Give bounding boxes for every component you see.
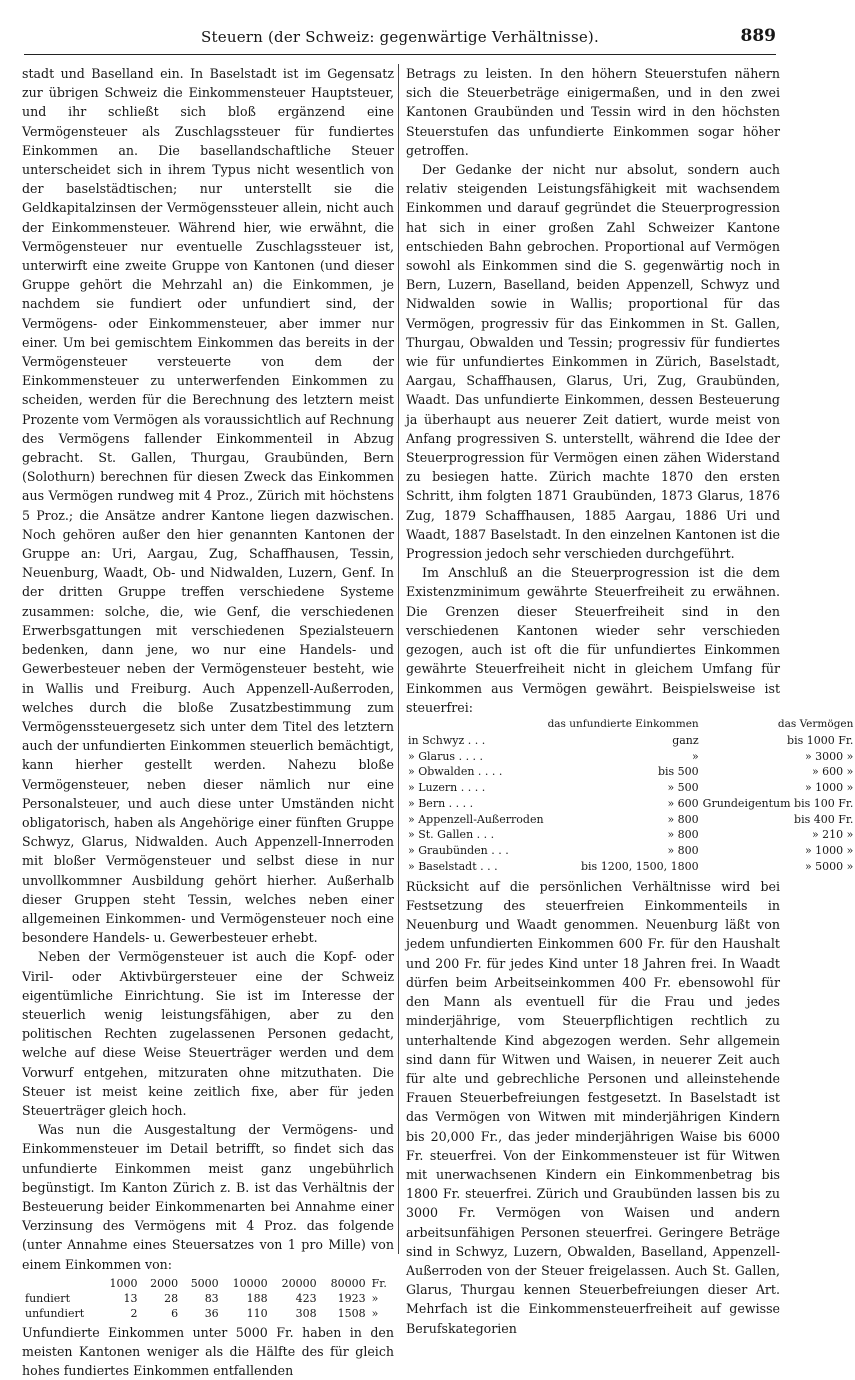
table-cell: 83: [204, 1291, 219, 1305]
table-row: [406, 812, 855, 828]
left-column: [22, 64, 394, 1379]
table-header-cell: das unfundierte Einkommen: [547, 717, 699, 730]
paragraph: Unfundierte Einkommen unter 5000 Fr. haben in den meisten Kantonen weniger als die Hälfte des für gleich hohes fundiertes Einkommen entfallenden: [22, 1324, 394, 1379]
paragraph: Neben der Vermögensteuer ist auch die Kopf- oder Viril- oder Aktivbürgersteuer eine der Schweiz eigentümliche Einrichtung. Sie ist im Interesse der steuerlich wenig leistungsfähigen, aber zu den politischen Rechten zugelassenen Personen gedacht, welche auf diese Weise Steuerträger werden und dem Vorwurf entgehen, mitzuraten ohne mitzuthaten. Die Steuer ist meist keine zeitlich fixe, aber für jeden Steuerträger gleich hoch.: [22, 949, 394, 1118]
table-cell: » Appenzell-Außerroden: [408, 812, 544, 826]
table-cell: » Obwalden . . . .: [408, 765, 503, 779]
table-cell: bis 400 Fr.: [794, 812, 854, 826]
table-cell: »: [691, 749, 699, 763]
table-cell: » Graubünden . . .: [408, 844, 509, 858]
table-header-cell: Fr.: [371, 1276, 387, 1290]
table-cell: 13: [123, 1291, 138, 1305]
table-cell: » 1000 »: [804, 781, 854, 795]
table-cell: 36: [204, 1306, 219, 1320]
paragraph: Betrags zu leisten. In den höhern Steuerstufen nähern sich die Steuerbeträge einigermaßen, und in den zwei Kantonen Graubünden und Tessin wird in den höchsten Steuerstufen das unfundierte Einkommen sogar höher getroffen.: [406, 66, 780, 158]
right-column: [406, 64, 854, 1336]
table-row: [406, 796, 855, 812]
table-cell: ganz: [672, 733, 699, 747]
table-cell: 1508: [337, 1306, 366, 1320]
table-cell: in Schwyz . . .: [408, 733, 486, 747]
table-cell: »: [371, 1291, 379, 1305]
table-header-row: [406, 717, 855, 733]
table-row: [406, 843, 855, 859]
table-cell: bis 1000 Fr.: [787, 733, 854, 747]
table-cell: » 210 »: [811, 828, 854, 842]
table-cell: 188: [246, 1291, 268, 1305]
table-header-cell: 10000: [232, 1276, 268, 1290]
table-cell: 28: [164, 1291, 179, 1305]
table-cell: » 800: [667, 812, 699, 826]
table-header-cell: 5000: [190, 1276, 219, 1290]
table-row: [406, 749, 855, 765]
table-cell: bis 500: [657, 765, 699, 779]
paragraph: Rücksicht auf die persönlichen Verhältnisse wird bei Festsetzung des steuerfreien Einkommenteils in Neuenburg und Waadt genommen. Neuenburg läßt von jedem unfundierten Einkommen 600 Fr. für den Haushalt und 200 Fr. für jedes Kind unter 18 Jahren frei. In Waadt dürfen beim Arbeitseinkommen 400 Fr. ebensowohl für den Mann als eventuell für die Frau und jedes minderjährige, vom Steuerpflichtigen rechtlich zu unterhaltende Kind abgezogen werden. Sehr allgemein sind dann für Witwen und Waisen, in neuerer Zeit auch für alte und gebrechliche Personen und alleinstehende Frauen Steuerbefreiungen festgesetzt. In Baselstadt ist das Vermögen von Witwen mit minderjährigen Kindern bis 20,000 Fr., das jeder minderjährigen Waise bis 6000 Fr. steuerfrei. Von der Einkommensteuer ist für Witwen mit unerwachsenen Kindern ein Einkommenbetrag bis 1800 Fr. steuerfrei. Zürich und Graubünden lassen bis zu 3000 Fr. Vermögen von Waisen und andern arbeitsunfähigen Personen steuerfrei. Geringere Beträge sind in Schwyz, Luzern, Obwalden, Baselland, Appenzell-Außerroden von der Steuer freigelassen. Auch St. Gallen, Glarus, Thurgau kennen Steuerbefreiungen dieser Art. Mehrfach ist die Einkommensteuerfreiheit auf gewisse Berufskategorien: [406, 878, 780, 1336]
table-header-cell: 2000: [150, 1276, 179, 1290]
page-number: 889: [740, 26, 776, 46]
table-cell: 110: [246, 1306, 268, 1320]
table-cell: » 800: [667, 844, 699, 858]
table-row: [406, 859, 855, 875]
paragraph: stadt und Baselland ein. In Baselstadt ist im Gegensatz zur übrigen Schweiz die Einkommensteuer Hauptsteuer, und ihr schließt sich bloß ergänzend eine Vermögensteuer als Zuschlagssteuer für fundiertes Einkommen an. Die basellandschaftliche Steuer unterscheidet sich in ihrem Typus nicht wesentlich von der baselstädtischen; nur unterstellt sie die Geldkapitalzinsen der Vermögenssteuer allein, nicht auch der Einkommensteuer. Während hier, wie erwähnt, die Vermögensteuer nur eventuelle Zuschlagssteuer ist, unterwirft eine zweite Gruppe von Kantonen (und dieser Gruppe gehört die Mehrzahl an) die Einkommen, je nachdem sie fundiert oder unfundiert sind, der Vermögens- oder Einkommensteuer, aber immer nur einer. Um bei gemischtem Einkommen das bereits in der Vermögensteuer versteuerte von dem der Einkommensteuer zu unterwerfenden Einkommen zu scheiden, werden für die Berechnung des letztern meist Prozente vom Vermögen als voraussichtlich auf Rechnung des Vermögens fallender Einkommenteil in Abzug gebracht. St. Gallen, Thurgau, Graubünden, Bern (Solothurn) berechnen für diesen Zweck das Einkommen aus Vermögen rundweg mit 4 Proz., Zürich mit höchstens 5 Proz.; die Ansätze andrer Kantone liegen dazwischen. Noch gehören außer den hier genannten Kantonen der Gruppe an: Uri, Aargau, Zug, Schaffhausen, Tessin, Neuenburg, Waadt, Ob- und Nidwalden, Luzern, Genf. In der dritten Gruppe treffen verschiedene Systeme zusammen: solche, die, wie Genf, die verschiedenen Erwerbsgattungen mit verschiedenen Spezialsteuern bedenken, dann jene, wo nur eine Handels- und Gewerbesteuer neben der Vermögensteuer besteht, wie in Wallis und Freiburg. Auch Appenzell-Außerroden, welches durch die bloße Zusatzbestimmung zum Vermögenssteuergesetz sich unter dem Titel des letztern auch der unfundierten Einkommen steuerlich bemächtigt, kann hierher gestellt werden. Nahezu bloße Vermögensteuer, neben dieser nämlich nur eine Personalsteuer, und auch diese unter Umständen nicht obligatorisch, haben als Angehörige einer fünften Gruppe Schwyz, Glarus, Nidwalden. Auch Appenzell-Innerroden mit bloßer Vermögensteuer und selbst diese in nur unvollkommner Ausbildung gehört hierher. Außerhalb dieser Gruppen steht Tessin, welches neben einer allgemeinen Einkommen- und Vermögensteuer noch eine besondere Handels- u. Gewerbesteuer erhebt.: [22, 66, 394, 946]
table-header-row: [22, 1276, 394, 1291]
table-cell: » 600 »: [811, 765, 854, 779]
table-row: [406, 780, 855, 796]
running-header: [24, 28, 776, 55]
table-row: [22, 1306, 394, 1321]
table-cell: 2: [130, 1306, 138, 1320]
table-row-label: fundiert: [25, 1291, 70, 1305]
table-header-cell: das Vermögen: [777, 717, 854, 730]
table-cell: » Bern . . . .: [408, 796, 474, 810]
table-cell: » Glarus . . . .: [408, 749, 484, 763]
table-row: [406, 764, 855, 780]
table-cell: 423: [295, 1291, 317, 1305]
column-divider: [398, 64, 399, 1254]
table-cell: » Luzern . . . .: [408, 781, 486, 795]
table-row-label: unfundiert: [25, 1306, 85, 1320]
paragraph: Der Gedanke der nicht nur absolut, sondern auch relativ steigenden Leistungsfähigkeit mit wachsendem Einkommen und darauf gegründet die Steuerprogression hat sich in einer großen Zahl Schweizer Kantone entschieden Bahn gebrochen. Proportional auf Vermögen sowohl als Einkommen sind die S. gegenwärtig noch in Bern, Luzern, Baselland, beiden Appenzell, Schwyz und Nidwalden sowie in Wallis; proportional für das Vermögen, progressiv für das Einkommen in St. Gallen, Thurgau, Obwalden und Tessin; progressiv für fundiertes wie für unfundiertes Einkommen in Zürich, Baselstadt, Aargau, Schaffhausen, Glarus, Uri, Zug, Graubünden, Waadt. Das unfundierte Einkommen, dessen Besteuerung ja überhaupt aus neuerer Zeit datiert, wurde meist von Anfang progressiven S. unterstellt, während die Idee der Steuerprogression für Vermögen einen zähen Widerstand zu besiegen hatte. Zürich machte 1870 den ersten Schritt, ihm folgten 1871 Graubünden, 1873 Glarus, 1876 Zug, 1879 Schaffhausen, 1885 Aargau, 1886 Uri und Waadt, 1887 Baselstadt. In den einzelnen Kantonen ist die Progression jedoch sehr verschieden durchgeführt.: [406, 162, 780, 562]
paragraph: Im Anschluß an die Steuerprogression ist die dem Existenzminimum gewährte Steuerfreiheit zu erwähnen. Die Grenzen dieser Steuerfreiheit sind in den verschiedenen Kantonen wieder sehr verschieden gezogen, auch ist oft die für unfundiertes Einkommen gewährte Steuerfreiheit nicht in gleichem Umfang für Einkommen aus Vermögen gewährt. Beispielsweise ist steuerfrei:: [406, 565, 780, 715]
table-cell: 1923: [337, 1291, 366, 1305]
table-cell: » 5000 »: [804, 860, 854, 874]
table-cell: » 800: [667, 828, 699, 842]
table-cell: 308: [295, 1306, 317, 1320]
table-header-cell: 80000: [330, 1276, 366, 1290]
table-cell: » 3000 »: [804, 749, 854, 763]
table-cell: bis 1200, 1500, 1800: [581, 860, 699, 874]
table-cell: Grundeigentum bis 100 Fr.: [702, 796, 854, 810]
tax-comparison-table: [22, 1276, 394, 1321]
table-cell: » 500: [667, 781, 699, 795]
table-cell: » St. Gallen . . .: [408, 828, 495, 842]
paragraph: Was nun die Ausgestaltung der Vermögens- und Einkommensteuer im Detail betrifft, so findet sich das unfundierte Einkommen meist ganz ungebührlich begünstigt. Im Kanton Zürich z. B. ist das Verhältnis der Besteuerung beider Einkommenarten bei Annahme einer Verzinsung des Vermögens mit 4 Proz. das folgende (unter Annahme eines Steuersatzes von 1 pro Mille) von einem Einkommen von:: [22, 1122, 394, 1272]
table-header-cell: 20000: [281, 1276, 317, 1290]
table-row: [22, 1291, 394, 1306]
table-header-cell: [406, 717, 546, 733]
table-cell: »: [371, 1306, 379, 1320]
table-cell: 6: [171, 1306, 179, 1320]
table-row: [406, 827, 855, 843]
running-title: Steuern (der Schweiz: gegenwärtige Verhältnisse).: [201, 28, 599, 46]
table-cell: » Baselstadt . . .: [408, 860, 498, 874]
tax-exemption-table: [406, 717, 855, 875]
table-row: [406, 733, 855, 749]
table-cell: » 1000 »: [804, 844, 854, 858]
table-header-cell: 1000: [109, 1276, 138, 1290]
table-cell: » 600: [667, 796, 699, 810]
